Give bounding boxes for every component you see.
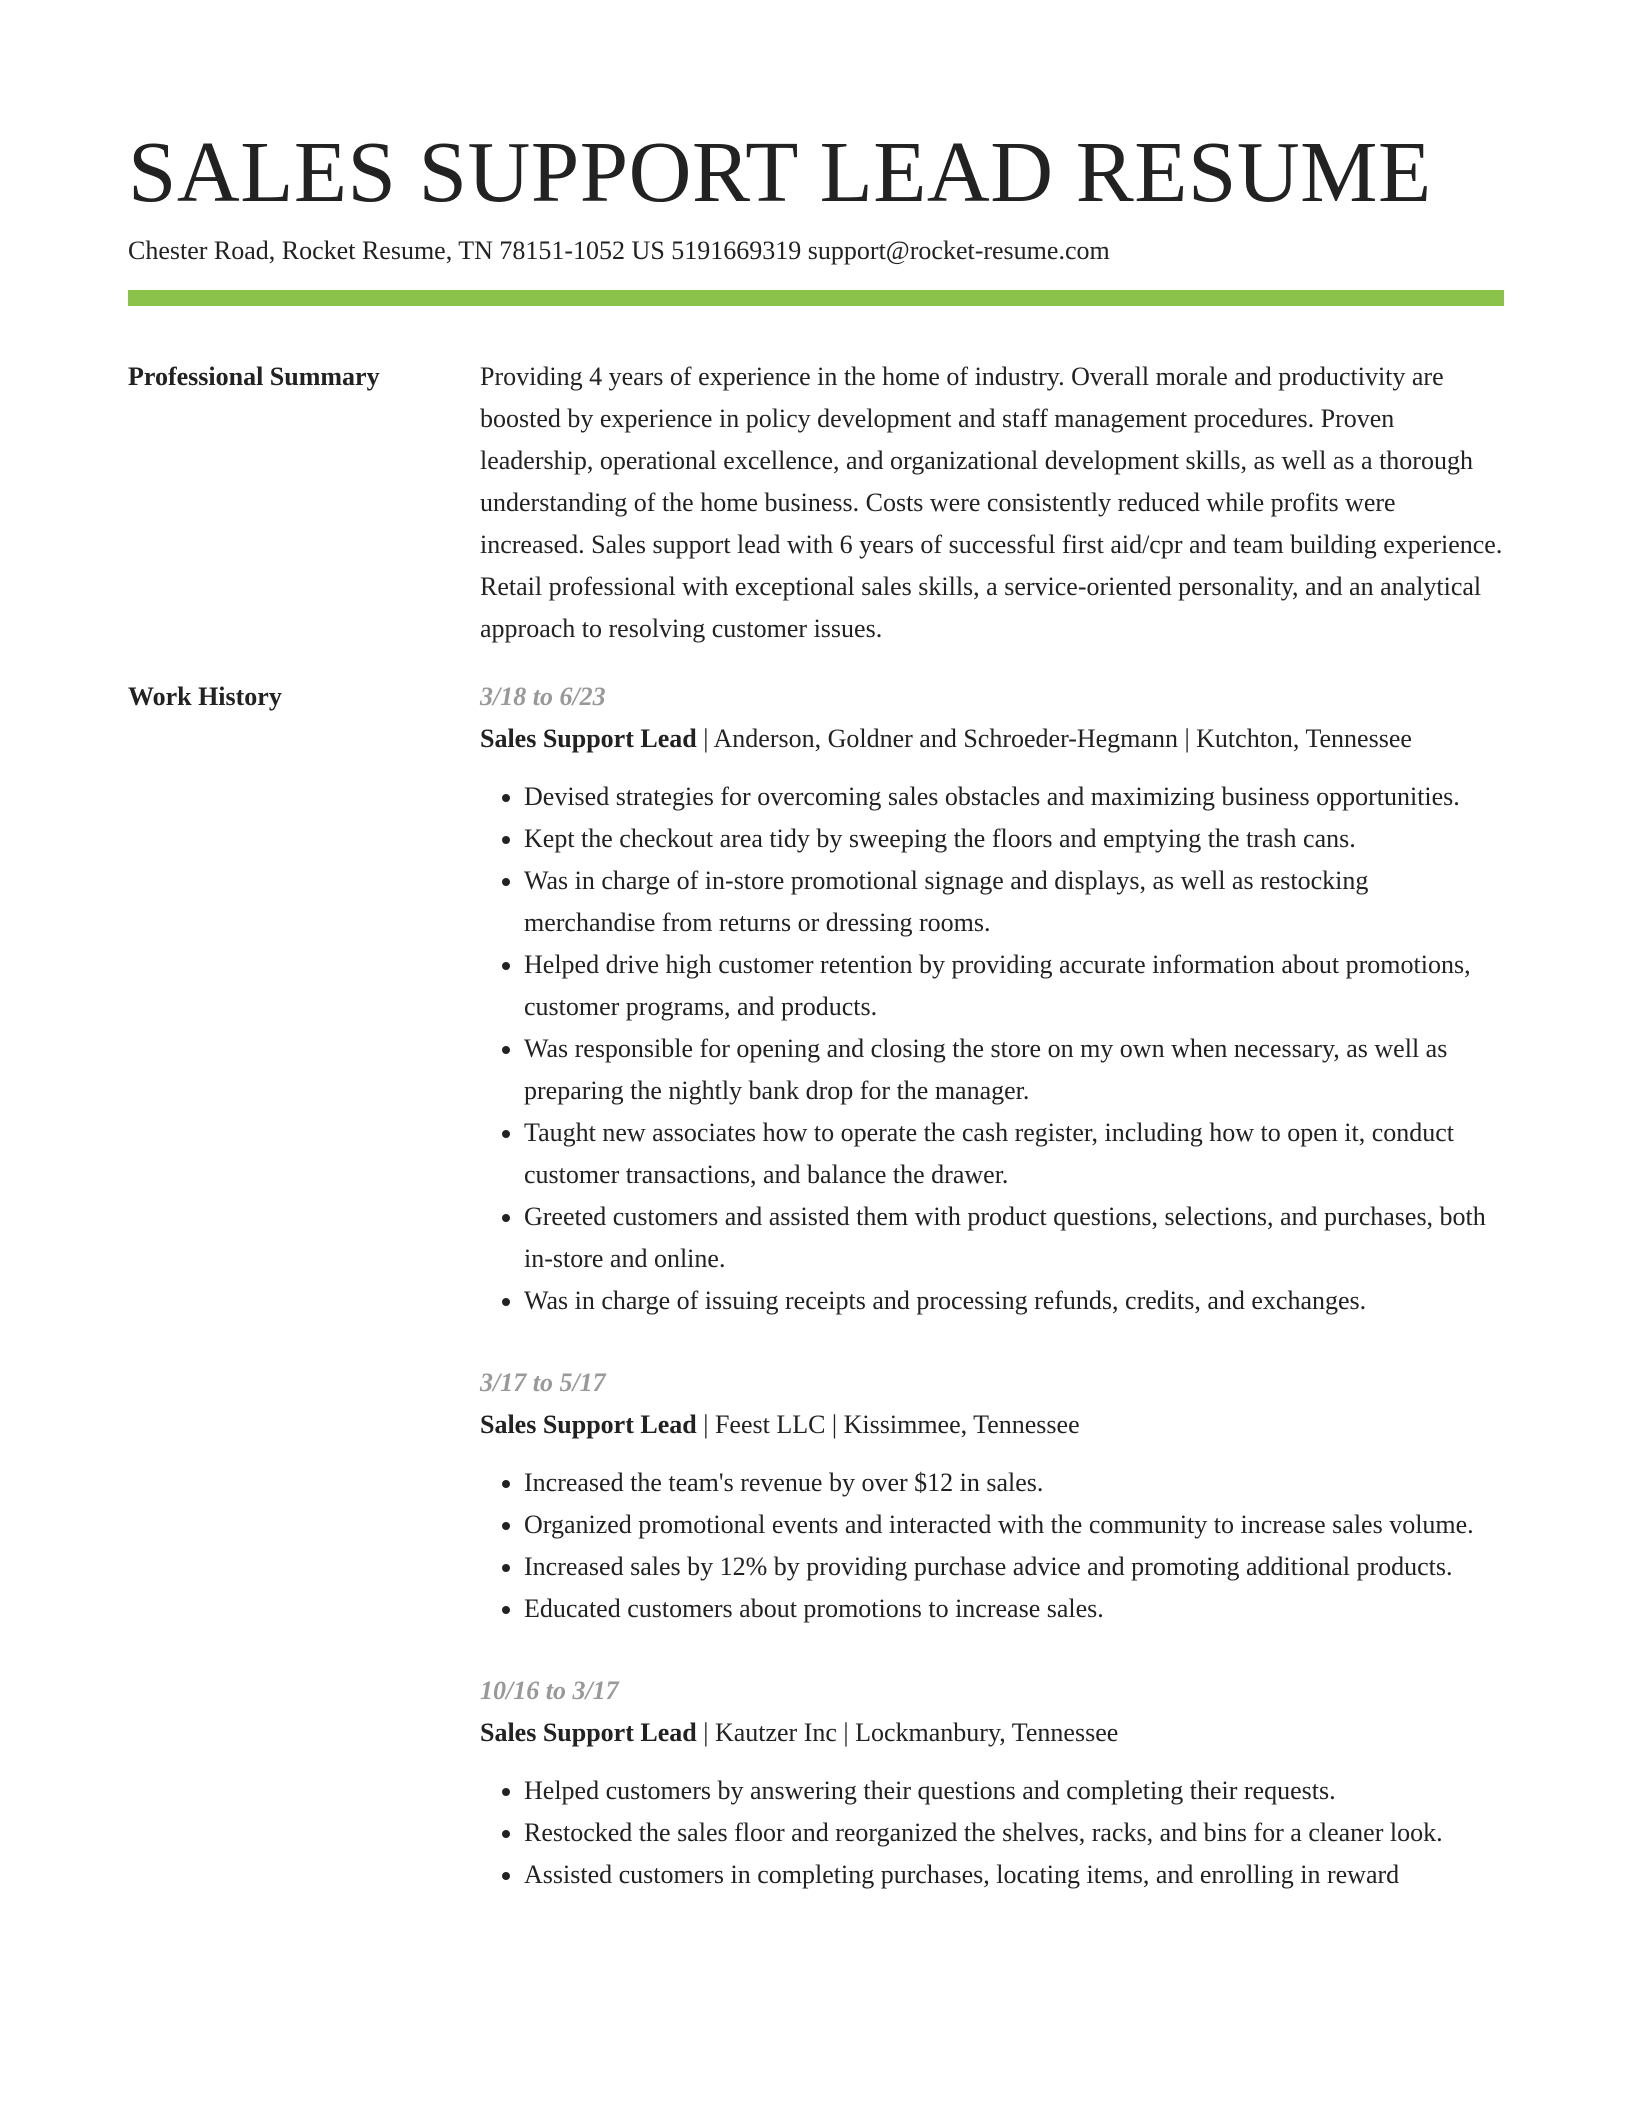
job-role: Sales Support Lead — [480, 1718, 697, 1747]
job-bullet: • Increased the team's revenue by over $12 in sales. — [524, 1462, 1504, 1504]
job-role: Sales Support Lead — [480, 1410, 697, 1439]
job-entry — [480, 1362, 1504, 1630]
job-dates: 3/18 to 6/23 — [480, 682, 606, 711]
job-entry — [480, 676, 1504, 1322]
job-company-location: | Anderson, Goldner and Schroeder-Hegmann | Kutchton, Tennessee — [696, 724, 1412, 753]
job-bullet: • Was in charge of issuing receipts and processing refunds, credits, and exchanges. — [524, 1280, 1504, 1322]
job-bullet: • Taught new associates how to operate the cash register, including how to open it, conduct customer transactions, and balance the drawer. — [524, 1112, 1504, 1196]
job-bullet: • Restocked the sales floor and reorganized the shelves, racks, and bins for a cleaner look. — [524, 1812, 1504, 1854]
accent-divider — [128, 290, 1504, 306]
resume-title: SALES SUPPORT LEAD RESUME — [128, 123, 1432, 220]
summary-text: Providing 4 years of experience in the home of industry. Overall morale and productivity are boosted by experience in policy development and staff management procedures. Proven leadership, operational excellence, and organizational development skills, as well as a thorough understanding of the home business. Costs were consistently reduced while profits were increased. Sales support lead with 6 years of successful first aid/cpr and team building experience. Retail professional with exceptional sales skills, a service-oriented personality, and an analytical approach to resolving customer issues. — [480, 362, 1503, 643]
job-heading — [480, 1404, 1504, 1446]
section-label-work-history: Work History — [128, 682, 282, 711]
job-company-location: | Kautzer Inc | Lockmanbury, Tennessee — [696, 1718, 1119, 1747]
resume-page — [128, 0, 1504, 1936]
job-bullet: • Organized promotional events and interacted with the community to increase sales volume. — [524, 1504, 1504, 1546]
job-company-location: | Feest LLC | Kissimmee, Tennessee — [696, 1410, 1080, 1439]
job-bullet: • Kept the checkout area tidy by sweeping the floors and emptying the trash cans. — [524, 818, 1504, 860]
job-heading — [480, 1712, 1504, 1754]
job-bullet: • Devised strategies for overcoming sales obstacles and maximizing business opportunities. — [524, 776, 1504, 818]
job-bullet: • Educated customers about promotions to increase sales. — [524, 1588, 1504, 1630]
job-bullet-list — [480, 776, 1504, 1322]
job-bullet: • Was in charge of in-store promotional signage and displays, as well as restocking merchandise from returns or dressing rooms. — [524, 860, 1504, 944]
section-label-summary: Professional Summary — [128, 362, 380, 391]
job-dates: 3/17 to 5/17 — [480, 1368, 606, 1397]
job-role: Sales Support Lead — [480, 724, 697, 753]
job-bullet: • Increased sales by 12% by providing purchase advice and promoting additional products. — [524, 1546, 1504, 1588]
job-bullet: • Greeted customers and assisted them with product questions, selections, and purchases, both in-store and online. — [524, 1196, 1504, 1280]
professional-summary-section — [128, 356, 1504, 650]
job-bullet: • Was responsible for opening and closing the store on my own when necessary, as well as preparing the nightly bank drop for the manager. — [524, 1028, 1504, 1112]
work-history-section — [128, 676, 1504, 1936]
job-bullet-list — [480, 1462, 1504, 1630]
job-dates: 10/16 to 3/17 — [480, 1676, 619, 1705]
job-bullet: • Assisted customers in completing purchases, locating items, and enrolling in reward — [524, 1854, 1504, 1896]
job-bullet-list — [480, 1770, 1504, 1896]
job-bullet: • Helped customers by answering their questions and completing their requests. — [524, 1770, 1504, 1812]
job-heading — [480, 718, 1504, 760]
job-bullet: • Helped drive high customer retention by providing accurate information about promotions, customer programs, and products. — [524, 944, 1504, 1028]
contact-line: Chester Road, Rocket Resume, TN 78151-1052 US 5191669319 support@rocket-resume.com — [128, 236, 1110, 265]
work-history-body — [480, 676, 1504, 1936]
job-entry — [480, 1670, 1504, 1896]
summary-body — [480, 356, 1504, 650]
